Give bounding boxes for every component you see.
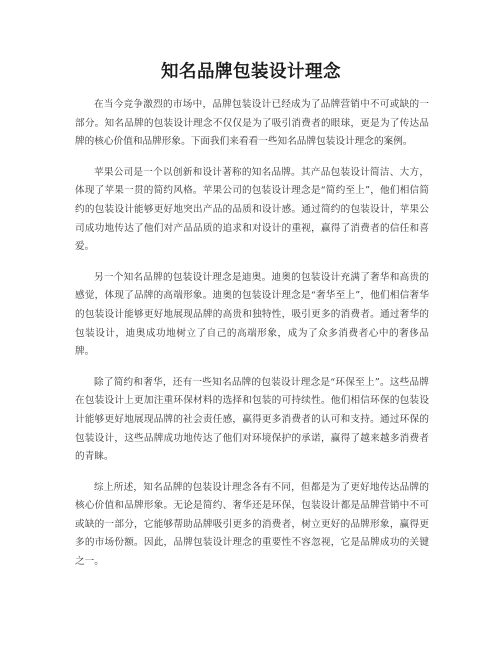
paragraph-apple: 苹果公司是一个以创新和设计著称的知名品牌。其产品包装设计简洁、大方，体现了苹果一贯的简约风格。苹果公司的包装设计理念是“简约至上”，他们相信简约的包装设计能够更好地突出产品的品质和设计感。通过简约的包装设计，苹果公司成功地传达了他们对产品品质的追求和对设计的重视，赢得了消费者的信任和喜爱。 [75, 166, 429, 253]
document-body [75, 96, 429, 584]
paragraph-intro: 在当今竞争激烈的市场中，品牌包装设计已经成为了品牌营销中不可或缺的一部分。知名品牌的包装设计理念不仅仅是为了吸引消费者的眼球，更是为了传达品牌的核心价值和品牌形象。下面我们来看看一些知名品牌包装设计理念的案例。 [75, 99, 429, 148]
paragraph-dior: 另一个知名品牌的包装设计理念是迪奥。迪奥的包装设计充满了奢华和高贵的感觉，体现了品牌的高端形象。迪奥的包装设计理念是“奢华至上”，他们相信奢华的包装设计能够更好地展现品牌的高贵和独特性，吸引更多的消费者。通过奢华的包装设计，迪奥成功地树立了自己的高端形象，成为了众多消费者心中的奢侈品牌。 [75, 271, 429, 358]
paragraph-conclusion: 综上所述，知名品牌的包装设计理念各有不同，但都是为了更好地传达品牌的核心价值和品牌形象。无论是简约、奢华还是环保，包装设计都是品牌营销中不可或缺的一部分，它能够帮助品牌吸引更多的消费者，树立更好的品牌形象，赢得更多的市场份额。因此，品牌包装设计理念的重要性不容忽视，它是品牌成功的关键之一。 [75, 481, 429, 568]
paragraph-eco: 除了简约和奢华，还有一些知名品牌的包装设计理念是“环保至上”。这些品牌在包装设计上更加注重环保材料的选择和包装的可持续性。他们相信环保的包装设计能够更好地展现品牌的社会责任感，赢得更多消费者的认可和支持。通过环保的包装设计，这些品牌成功地传达了他们对环境保护的承诺，赢得了越来越多消费者的青睐。 [75, 376, 429, 463]
document-title: 知名品牌包装设计理念 [161, 62, 341, 82]
